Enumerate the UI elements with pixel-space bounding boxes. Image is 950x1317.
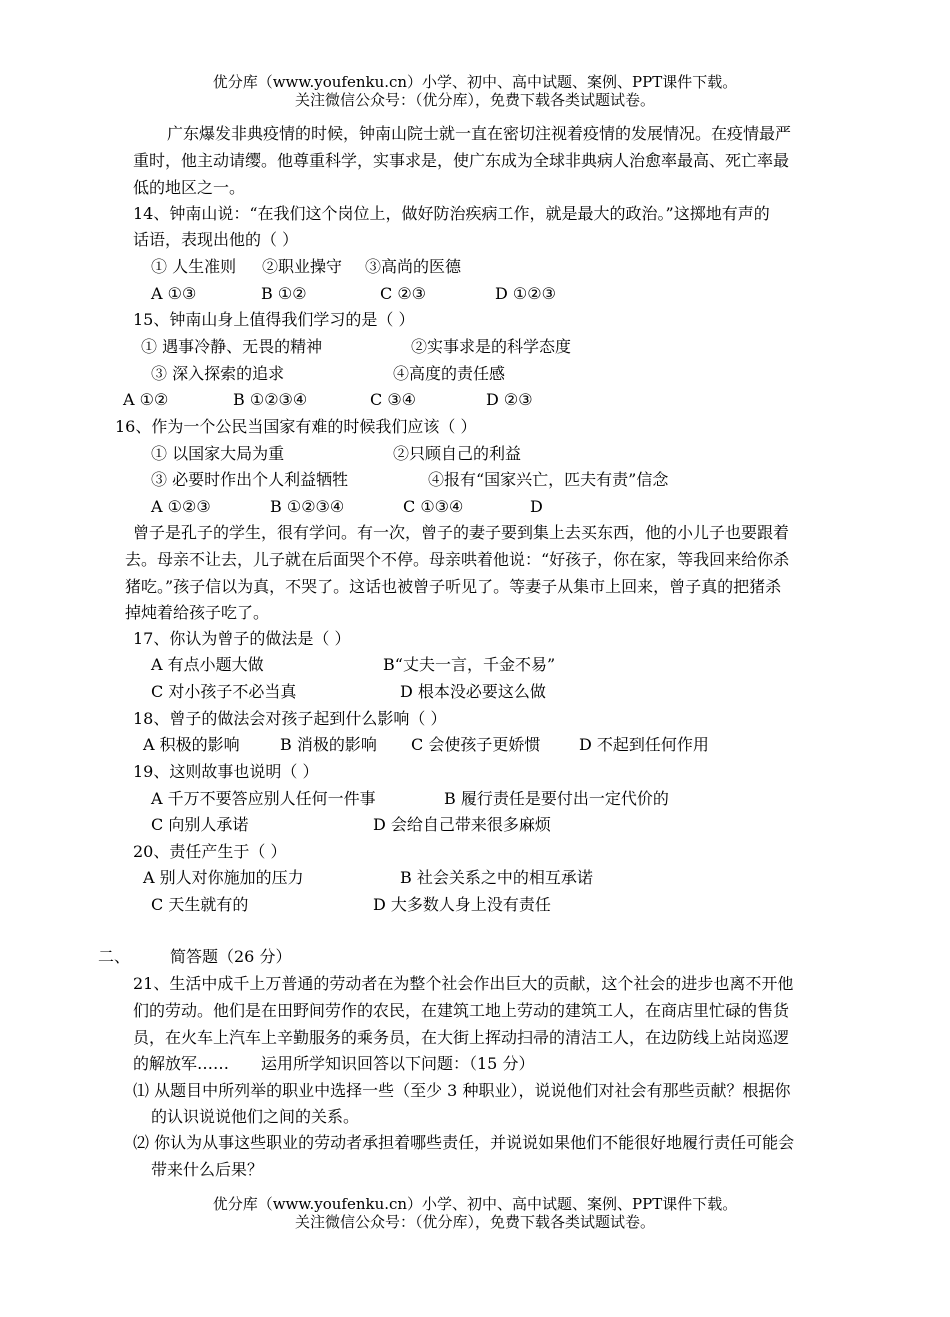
passage1-line-3: 低的地区之一。 xyxy=(133,178,246,197)
q14-item-2: ②职业操守 xyxy=(262,257,343,276)
q16-stem: 16、作为一个公民当国家有难的时候我们应该（ ） xyxy=(115,417,477,436)
q14-item-3: ③高尚的医德 xyxy=(365,257,462,276)
q14-stem-2: 话语，表现出他的（ ） xyxy=(133,230,299,249)
q21-line-3: 员，在火车上汽车上辛勤服务的乘务员，在大街上挥动扫帚的清洁工人，在边防线上站岗巡逻 xyxy=(133,1028,790,1047)
passage1-line-1: 广东爆发非典疫情的时候，钟南山院士就一直在密切注视着疫情的发展情况。在疫情最严 xyxy=(167,124,792,143)
q14-option-a[interactable]: A ①③ xyxy=(151,284,197,303)
q18-stem: 18、曾子的做法会对孩子起到什么影响（ ） xyxy=(133,709,447,728)
q21-line-4: 的解放军…… 运用所学知识回答以下问题：（15 分） xyxy=(133,1054,535,1073)
q15-item-1: ① 遇事冷静、无畏的精神 xyxy=(141,337,323,356)
q19-option-d[interactable]: D 会给自己带来很多麻烦 xyxy=(373,815,551,834)
q20-stem: 20、责任产生于（ ） xyxy=(133,842,287,861)
q16-item-1: ① 以国家大局为重 xyxy=(151,444,285,463)
q18-option-a[interactable]: A 积极的影响 xyxy=(143,735,240,754)
q17-option-d[interactable]: D 根本没必要这么做 xyxy=(400,682,546,701)
q21-line-1: 21、生活中成千上万普通的劳动者在为整个社会作出巨大的贡献，这个社会的进步也离不开他 xyxy=(133,974,794,993)
q21-sub2-line-2: 带来什么后果？ xyxy=(151,1160,264,1179)
q19-option-b[interactable]: B 履行责任是要付出一定代价的 xyxy=(444,789,669,808)
q15-stem: 15、钟南山身上值得我们学习的是（ ） xyxy=(133,310,415,329)
q20-option-d[interactable]: D 大多数人身上没有责任 xyxy=(373,895,551,914)
q17-option-b[interactable]: B“丈夫一言，千金不易” xyxy=(383,655,556,674)
q16-item-2: ②只顾自己的利益 xyxy=(393,444,522,463)
q15-item-2: ②实事求是的科学态度 xyxy=(411,337,572,356)
q21-sub2-line-1: ⑵ 你认为从事这些职业的劳动者承担着哪些责任，并说说如果他们不能很好地履行责任可能会 xyxy=(133,1133,795,1152)
q18-option-c[interactable]: C 会使孩子更娇惯 xyxy=(411,735,541,754)
header-line-1: 优分库（www.youfenku.cn）小学、初中、高中试题、案例、PPT课件下载。 xyxy=(212,73,738,91)
q20-option-c[interactable]: C 天生就有的 xyxy=(151,895,249,914)
q17-option-a[interactable]: A 有点小题大做 xyxy=(151,655,264,674)
q15-option-a[interactable]: A ①② xyxy=(123,390,169,409)
section2-number: 二、 xyxy=(98,947,131,966)
q14-option-b[interactable]: B ①② xyxy=(261,284,307,303)
q19-option-c[interactable]: C 向别人承诺 xyxy=(151,815,249,834)
section2-title: 简答题（26 分） xyxy=(170,947,292,966)
passage1-line-2: 重时，他主动请缨。他尊重科学，实事求是，使广东成为全球非典病人治愈率最高、死亡率最 xyxy=(133,151,790,170)
q17-stem: 17、你认为曾子的做法是（ ） xyxy=(133,629,351,648)
passage2-line-2: 去。母亲不让去，儿子就在后面哭个不停。母亲哄着他说：“好孩子，你在家，等我回来给你杀 xyxy=(125,550,790,569)
q16-item-4: ④报有“国家兴亡，匹夫有责”信念 xyxy=(428,470,669,489)
passage2-line-4: 掉炖着给孩子吃了。 xyxy=(125,603,270,622)
q14-stem-1: 14、钟南山说：“在我们这个岗位上，做好防治疾病工作，就是最大的政治。”这掷地有声的 xyxy=(133,204,770,223)
q21-line-2: 们的劳动。他们是在田野间劳作的农民，在建筑工地上劳动的建筑工人，在商店里忙碌的售货 xyxy=(133,1001,790,1020)
q14-option-c[interactable]: C ②③ xyxy=(380,284,427,303)
q18-option-d[interactable]: D 不起到任何作用 xyxy=(579,735,709,754)
q15-option-d[interactable]: D ②③ xyxy=(486,390,533,409)
q14-option-d[interactable]: D ①②③ xyxy=(495,284,556,303)
q15-item-3: ③ 深入探索的追求 xyxy=(151,364,285,383)
q21-sub1-line-2: 的认识说说他们之间的关系。 xyxy=(151,1107,360,1126)
footer-line-1: 优分库（www.youfenku.cn）小学、初中、高中试题、案例、PPT课件下载。 xyxy=(212,1195,738,1213)
q17-option-c[interactable]: C 对小孩子不必当真 xyxy=(151,682,297,701)
q14-item-1: ① 人生准则 xyxy=(151,257,237,276)
q15-item-4: ④高度的责任感 xyxy=(393,364,506,383)
footer-line-2: 关注微信公众号：（优分库），免费下载各类试题试卷。 xyxy=(294,1213,655,1231)
q18-option-b[interactable]: B 消极的影响 xyxy=(280,735,377,754)
q19-option-a[interactable]: A 千万不要答应别人任何一件事 xyxy=(151,789,376,808)
passage2-line-3: 猪吃。”孩子信以为真，不哭了。这话也被曾子听见了。等妻子从集市上回来，曾子真的把猪杀 xyxy=(125,577,782,596)
q21-sub1-line-1: ⑴ 从题目中所列举的职业中选择一些（至少 3 种职业），说说他们对社会有那些贡献？根据你 xyxy=(133,1081,791,1100)
header-line-2: 关注微信公众号：（优分库），免费下载各类试题试卷。 xyxy=(294,91,655,109)
q16-option-b[interactable]: B ①②③④ xyxy=(270,497,345,516)
q15-option-b[interactable]: B ①②③④ xyxy=(233,390,308,409)
q16-option-d[interactable]: D xyxy=(530,497,543,516)
q15-option-c[interactable]: C ③④ xyxy=(370,390,417,409)
q16-option-c[interactable]: C ①③④ xyxy=(403,497,464,516)
passage2-line-1: 曾子是孔子的学生，很有学问。有一次，曾子的妻子要到集上去买东西，他的小儿子也要跟着 xyxy=(133,523,790,542)
q20-option-b[interactable]: B 社会关系之中的相互承诺 xyxy=(400,868,593,887)
q16-option-a[interactable]: A ①②③ xyxy=(151,497,211,516)
q19-stem: 19、这则故事也说明（ ） xyxy=(133,762,319,781)
q20-option-a[interactable]: A 别人对你施加的压力 xyxy=(143,868,304,887)
q16-item-3: ③ 必要时作出个人利益牺牲 xyxy=(151,470,349,489)
